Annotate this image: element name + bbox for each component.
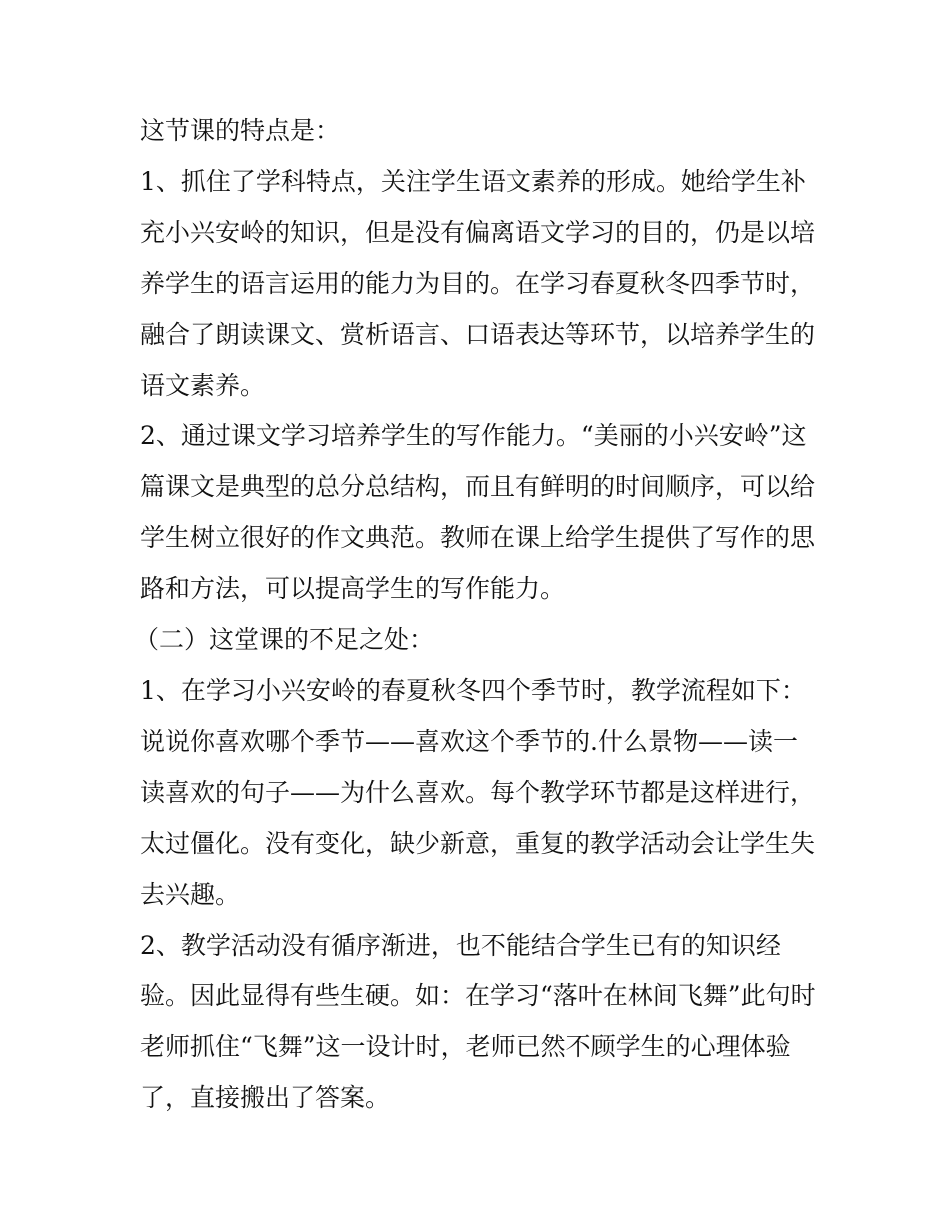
document-body (134, 106, 820, 1124)
point-2-line-2: 篇课文是典型的总分总结构，而且有鲜明的时间顺序，可以给 (140, 472, 816, 502)
shortcoming-1-line-4: 太过僵化。没有变化，缺少新意，重复的教学活动会让学生失 (140, 828, 816, 858)
shortcoming-1-line-1: 1、在学习小兴安岭的春夏秋冬四个季节时，教学流程如下： (140, 675, 806, 705)
shortcoming-1-line-2: 说说你喜欢哪个季节——喜欢这个季节的.什么景物——读一 (140, 726, 798, 756)
point-2-line-4: 路和方法，可以提高学生的写作能力。 (140, 574, 566, 604)
point-2-line-3: 学生树立很好的作文典范。教师在课上给学生提供了写作的思 (140, 523, 816, 553)
section-2-heading: （二）这堂课的不足之处： (134, 625, 435, 655)
shortcoming-2-line-1: 2、教学活动没有循序渐进，也不能结合学生已有的知识经 (140, 930, 781, 960)
shortcoming-1-line-5: 去兴趣。 (140, 879, 241, 909)
point-1-line-3: 养学生的语言运用的能力为目的。在学习春夏秋冬四季节时， (140, 268, 816, 298)
shortcoming-2-line-4: 了，直接搬出了答案。 (140, 1083, 391, 1113)
shortcoming-2-line-3: 老师抓住“飞舞”这一设计时，老师已然不顾学生的心理体验 (140, 1032, 791, 1062)
point-1-line-4: 融合了朗读课文、赏析语言、口语表达等环节，以培养学生的 (140, 319, 816, 349)
shortcoming-1-line-3: 读喜欢的句子——为什么喜欢。每个教学环节都是这样进行， (140, 777, 816, 807)
intro-heading: 这节课的特点是： (140, 116, 341, 145)
shortcoming-2-line-2: 验。因此显得有些生硬。如：在学习“落叶在林间飞舞”此句时 (140, 981, 816, 1011)
point-1-line-5: 语文素养。 (140, 370, 266, 400)
point-1-line-2: 充小兴安岭的知识，但是没有偏离语文学习的目的，仍是以培 (140, 217, 816, 247)
point-2-line-1: 2、通过课文学习培养学生的写作能力。“美丽的小兴安岭”这 (140, 421, 807, 451)
point-1-line-1: 1、抓住了学科特点，关注学生语文素养的形成。她给学生补 (140, 166, 806, 196)
